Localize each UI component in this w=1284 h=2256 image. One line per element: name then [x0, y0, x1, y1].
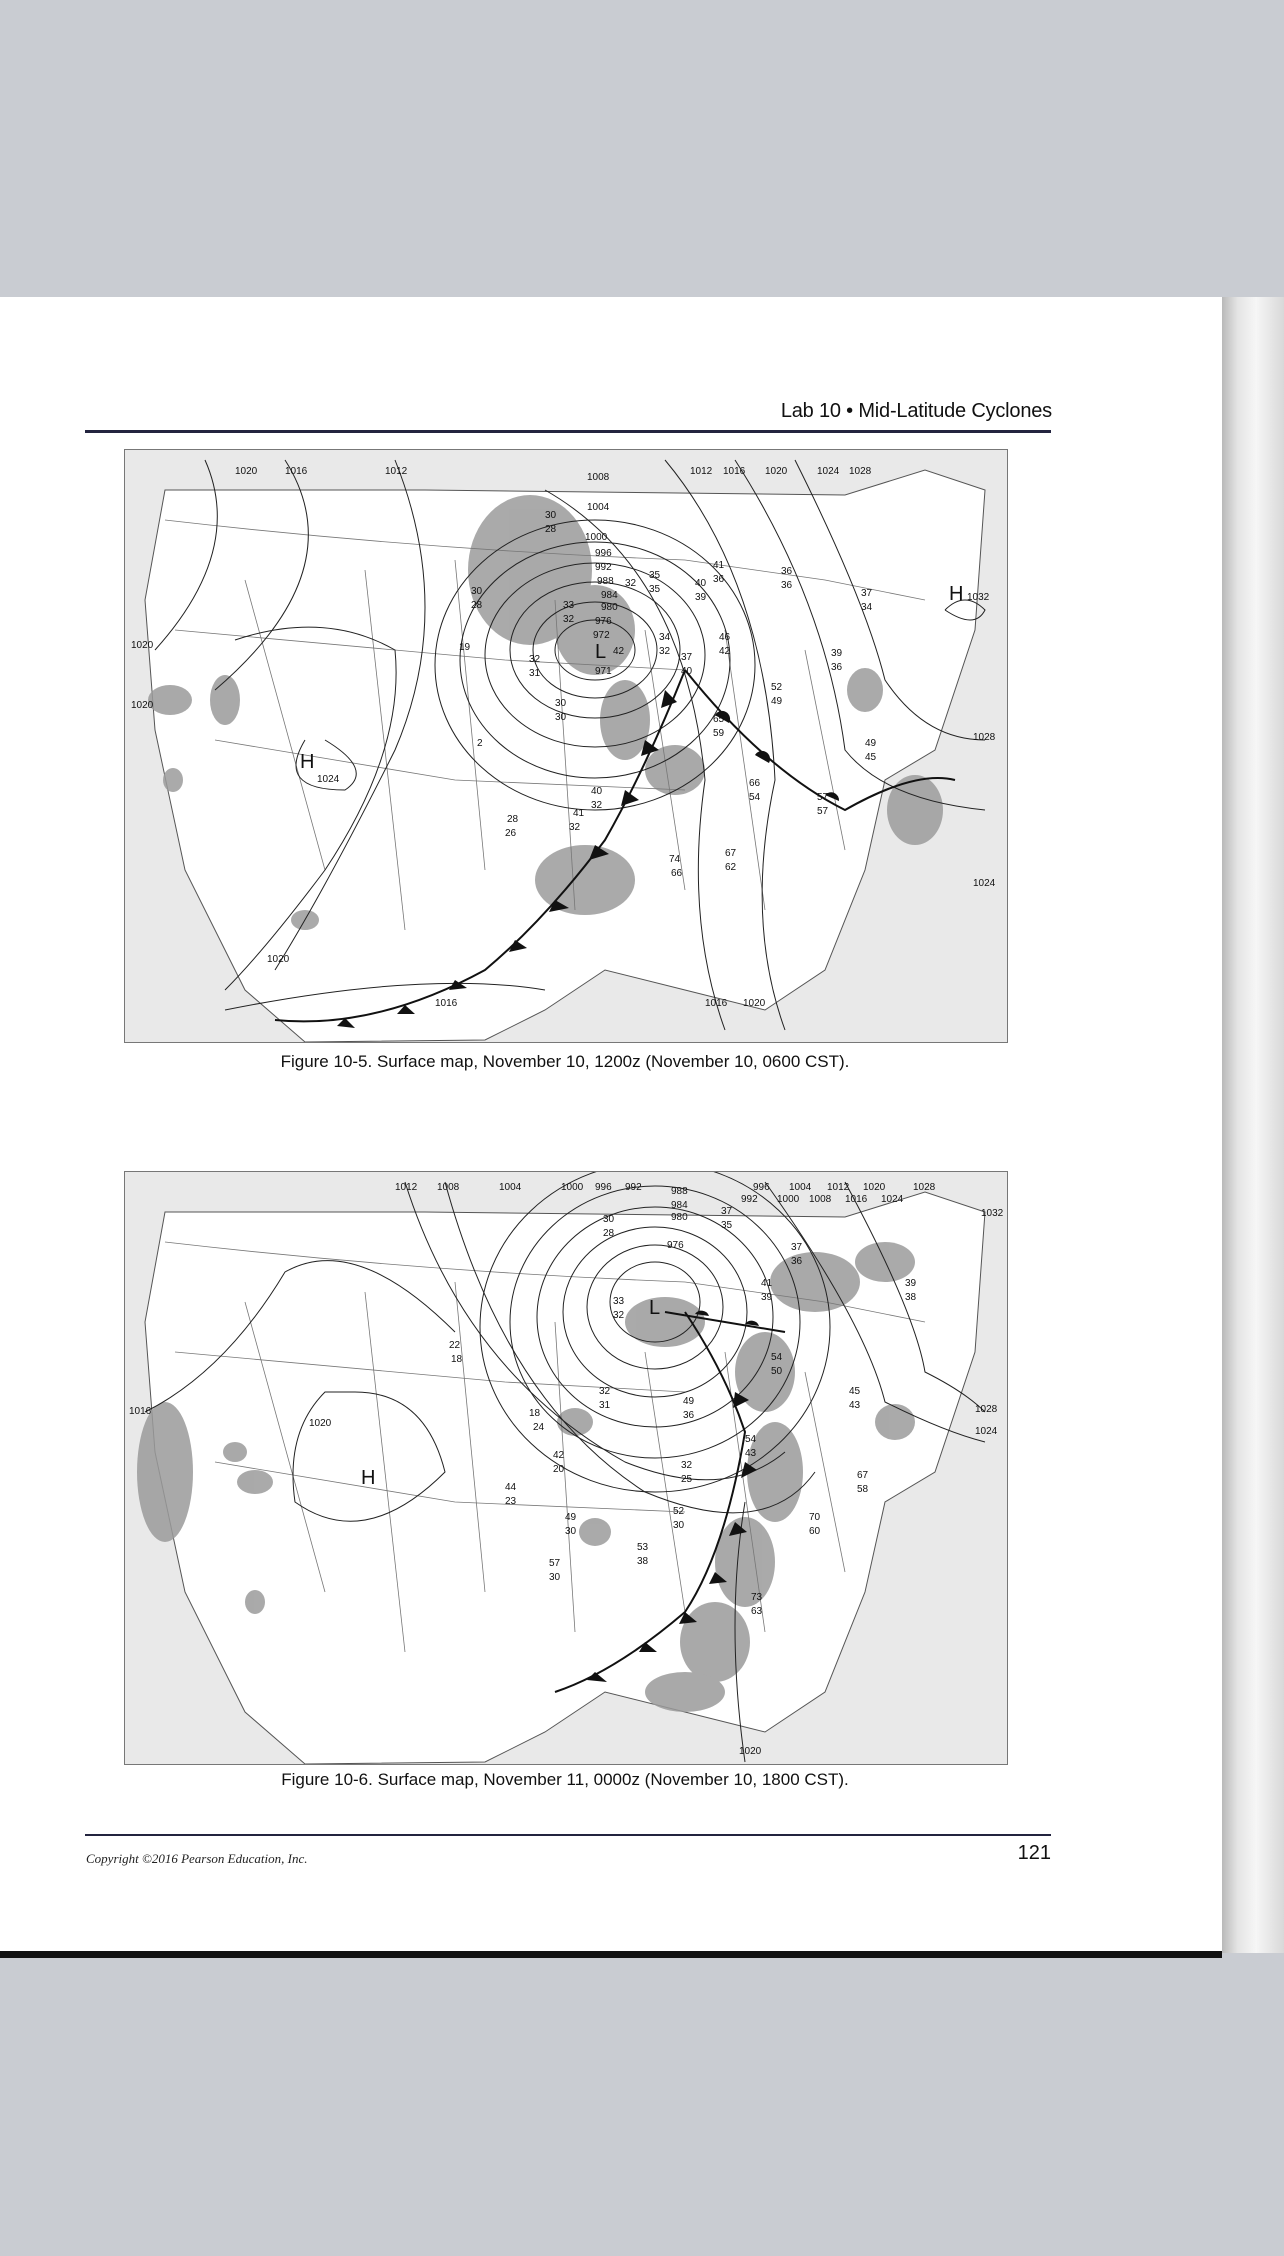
station-value: 43 — [849, 1400, 861, 1411]
station-value: 59 — [713, 728, 725, 739]
station-value: 57 — [817, 806, 829, 817]
isobar-label: 1004 — [499, 1182, 522, 1193]
isobar-label: 980 — [671, 1212, 688, 1223]
isobar-label: 1028 — [913, 1182, 936, 1193]
station-value: 30 — [471, 586, 483, 597]
isobar-label: 1020 — [309, 1418, 332, 1429]
station-value: 32 — [599, 1386, 611, 1397]
station-value: 45 — [865, 752, 877, 763]
station-value: 33 — [613, 1296, 625, 1307]
station-value: 34 — [659, 632, 671, 643]
station-value: 57 — [549, 1558, 561, 1569]
isobar-label: 1020 — [131, 640, 154, 651]
surface-map-figure-10-6 — [124, 1171, 1008, 1765]
station-value: 39 — [761, 1292, 773, 1303]
isobar-label: 1008 — [809, 1194, 832, 1205]
isobar-label: 1016 — [845, 1194, 868, 1205]
station-value: 24 — [533, 1422, 545, 1433]
isobar-label: 1000 — [561, 1182, 584, 1193]
isobar-label: 972 — [593, 630, 610, 641]
isobar-label: 1024 — [975, 1426, 998, 1437]
station-value: 58 — [857, 1484, 869, 1495]
isobar-label: 988 — [597, 576, 614, 587]
station-value: 28 — [507, 814, 519, 825]
station-value: 32 — [625, 578, 637, 589]
station-value: 53 — [637, 1542, 649, 1553]
station-value: 32 — [613, 1310, 625, 1321]
station-value: 43 — [745, 1448, 757, 1459]
station-value: 42 — [553, 1450, 565, 1461]
isobar-label: 1020 — [739, 1746, 762, 1757]
station-value: 49 — [683, 1396, 695, 1407]
station-value: 38 — [905, 1292, 917, 1303]
footer-rule — [85, 1834, 1051, 1836]
station-value: 45 — [849, 1386, 861, 1397]
station-value: 70 — [809, 1512, 821, 1523]
isobar-label: 1016 — [705, 998, 728, 1009]
station-value: 41 — [761, 1278, 773, 1289]
station-value: 62 — [725, 862, 737, 873]
isobar-label: 992 — [741, 1194, 758, 1205]
isobar-label: 1020 — [743, 998, 766, 1009]
station-value: 28 — [471, 600, 483, 611]
station-value: 49 — [565, 1512, 577, 1523]
station-value: 28 — [545, 524, 557, 535]
station-value: 39 — [905, 1278, 917, 1289]
running-header: Lab 10 • Mid-Latitude Cyclones — [780, 400, 1052, 422]
station-value: 36 — [713, 574, 725, 585]
station-value: 2 — [477, 738, 483, 749]
station-value: 30 — [545, 510, 557, 521]
low-pressure-center: L — [595, 641, 607, 663]
isobar-label: 1032 — [981, 1208, 1004, 1219]
station-value: 73 — [751, 1592, 763, 1603]
isobar-label: 1020 — [235, 466, 258, 477]
isobar-label: 1004 — [587, 502, 610, 513]
station-value: 31 — [529, 668, 541, 679]
isobar-label: 1012 — [827, 1182, 850, 1193]
isobar-label: 1012 — [395, 1182, 418, 1193]
station-value: 40 — [591, 786, 603, 797]
station-value: 41 — [713, 560, 725, 571]
station-value: 54 — [771, 1352, 783, 1363]
isobar-label: 1028 — [975, 1404, 998, 1415]
station-value: 46 — [719, 632, 731, 643]
high-pressure-center-west: H — [300, 751, 315, 773]
station-value: 28 — [603, 1228, 615, 1239]
figure-caption: Figure 10-6. Surface map, November 11, 0000z (November 10, 1800 CST). — [281, 1770, 849, 1789]
station-value: 52 — [771, 682, 783, 693]
surface-map-figure-10-5 — [124, 449, 1008, 1043]
station-value: 57 — [817, 792, 829, 803]
high-pressure-value-west: 1024 — [317, 774, 340, 785]
station-value: 35 — [721, 1220, 733, 1231]
station-value: 35 — [649, 584, 661, 595]
isobar-label: 1020 — [267, 954, 290, 965]
station-value: 37 — [861, 588, 873, 599]
station-value: 30 — [603, 1214, 615, 1225]
isobar-label: 976 — [667, 1240, 684, 1251]
station-value: 36 — [683, 1410, 695, 1421]
station-value: 32 — [591, 800, 603, 811]
station-value: 36 — [831, 662, 843, 673]
isobar-label: 996 — [595, 1182, 612, 1193]
isobar-label: 1028 — [973, 732, 996, 743]
isobar-label: 1000 — [777, 1194, 800, 1205]
isobar-label: 992 — [595, 562, 612, 573]
station-value: 37 — [791, 1242, 803, 1253]
station-value: 38 — [637, 1556, 649, 1567]
station-value: 30 — [565, 1526, 577, 1537]
isobar-label: 1028 — [849, 466, 872, 477]
station-value: 65 — [713, 714, 725, 725]
isobar-label: 1016 — [129, 1406, 152, 1417]
station-value: 19 — [459, 642, 471, 653]
isobar-label: 984 — [671, 1200, 688, 1211]
station-value: 32 — [529, 654, 541, 665]
station-value: 32 — [569, 822, 581, 833]
station-value: 54 — [745, 1434, 757, 1445]
isobar-label: 980 — [601, 602, 618, 613]
isobar-label: 988 — [671, 1186, 688, 1197]
station-value: 18 — [529, 1408, 541, 1419]
isobar-label: 984 — [601, 590, 618, 601]
station-value: 30 — [549, 1572, 561, 1583]
station-value: 63 — [751, 1606, 763, 1617]
isobar-label: 976 — [595, 616, 612, 627]
isobar-label: 996 — [595, 548, 612, 559]
page-number: 121 — [1017, 1842, 1051, 1864]
station-value: 32 — [659, 646, 671, 657]
station-value: 30 — [673, 1520, 685, 1531]
station-value: 25 — [681, 1474, 693, 1485]
station-value: 49 — [865, 738, 877, 749]
isobar-label: 1020 — [131, 700, 154, 711]
page-bottom-edge — [0, 1951, 1222, 1958]
station-value: 40 — [681, 666, 693, 677]
station-value: 31 — [599, 1400, 611, 1411]
station-value: 30 — [555, 698, 567, 709]
surface-map-1-svg — [125, 450, 1007, 1042]
station-value: 36 — [781, 566, 793, 577]
isobar-label: 992 — [625, 1182, 642, 1193]
station-value: 32 — [681, 1460, 693, 1471]
high-pressure-center: H — [361, 1467, 376, 1489]
station-value: 34 — [861, 602, 873, 613]
isobar-label: 1024 — [817, 466, 840, 477]
figure-caption: Figure 10-5. Surface map, November 10, 1200z (November 10, 0600 CST). — [280, 1052, 850, 1071]
station-value: 23 — [505, 1496, 517, 1507]
high-pressure-center-east: H — [949, 583, 964, 605]
station-value: 39 — [831, 648, 843, 659]
station-value: 32 — [563, 614, 575, 625]
isobar-label: 1020 — [765, 466, 788, 477]
station-value: 42 — [719, 646, 731, 657]
station-value: 52 — [673, 1506, 685, 1517]
copyright-notice: Copyright ©2016 Pearson Education, Inc. — [86, 1851, 308, 1866]
isobar-label: 1016 — [723, 466, 746, 477]
low-pressure-center: L — [649, 1297, 661, 1319]
isobar-label: 1012 — [385, 466, 408, 477]
station-value: 30 — [555, 712, 567, 723]
station-value: 41 — [573, 808, 585, 819]
station-value: 74 — [669, 854, 681, 865]
isobar-label: 1024 — [881, 1194, 904, 1205]
station-value: 40 — [695, 578, 707, 589]
low-pressure-value: 971 — [595, 666, 612, 677]
isobar-label: 1016 — [285, 466, 308, 477]
station-value: 37 — [721, 1206, 733, 1217]
high-pressure-value-east: 1032 — [967, 592, 990, 603]
station-value: 33 — [563, 600, 575, 611]
isobar-label: 1024 — [973, 878, 996, 889]
station-value: 35 — [649, 570, 661, 581]
station-value: 22 — [449, 1340, 461, 1351]
station-value: 42 — [613, 646, 625, 657]
station-value: 66 — [749, 778, 761, 789]
station-value: 26 — [505, 828, 517, 839]
station-value: 60 — [809, 1526, 821, 1537]
surface-map-2-svg — [125, 1172, 1007, 1764]
page-edge-stack — [1222, 297, 1284, 1953]
station-value: 49 — [771, 696, 783, 707]
station-value: 66 — [671, 868, 683, 879]
isobar-label: 1008 — [437, 1182, 460, 1193]
isobar-label: 996 — [753, 1182, 770, 1193]
station-value: 44 — [505, 1482, 517, 1493]
station-value: 54 — [749, 792, 761, 803]
station-value: 18 — [451, 1354, 463, 1365]
isobar-label: 1008 — [587, 472, 610, 483]
isobar-label: 1004 — [789, 1182, 812, 1193]
header-rule — [85, 430, 1051, 433]
station-value: 50 — [771, 1366, 783, 1377]
station-value: 67 — [725, 848, 737, 859]
isobar-label: 1016 — [435, 998, 458, 1009]
station-value: 36 — [781, 580, 793, 591]
station-value: 20 — [553, 1464, 565, 1475]
isobar-label: 1000 — [585, 532, 608, 543]
station-value: 36 — [791, 1256, 803, 1267]
station-value: 67 — [857, 1470, 869, 1481]
isobar-label: 1020 — [863, 1182, 886, 1193]
station-value: 37 — [681, 652, 693, 663]
station-value: 39 — [695, 592, 707, 603]
isobar-label: 1012 — [690, 466, 713, 477]
